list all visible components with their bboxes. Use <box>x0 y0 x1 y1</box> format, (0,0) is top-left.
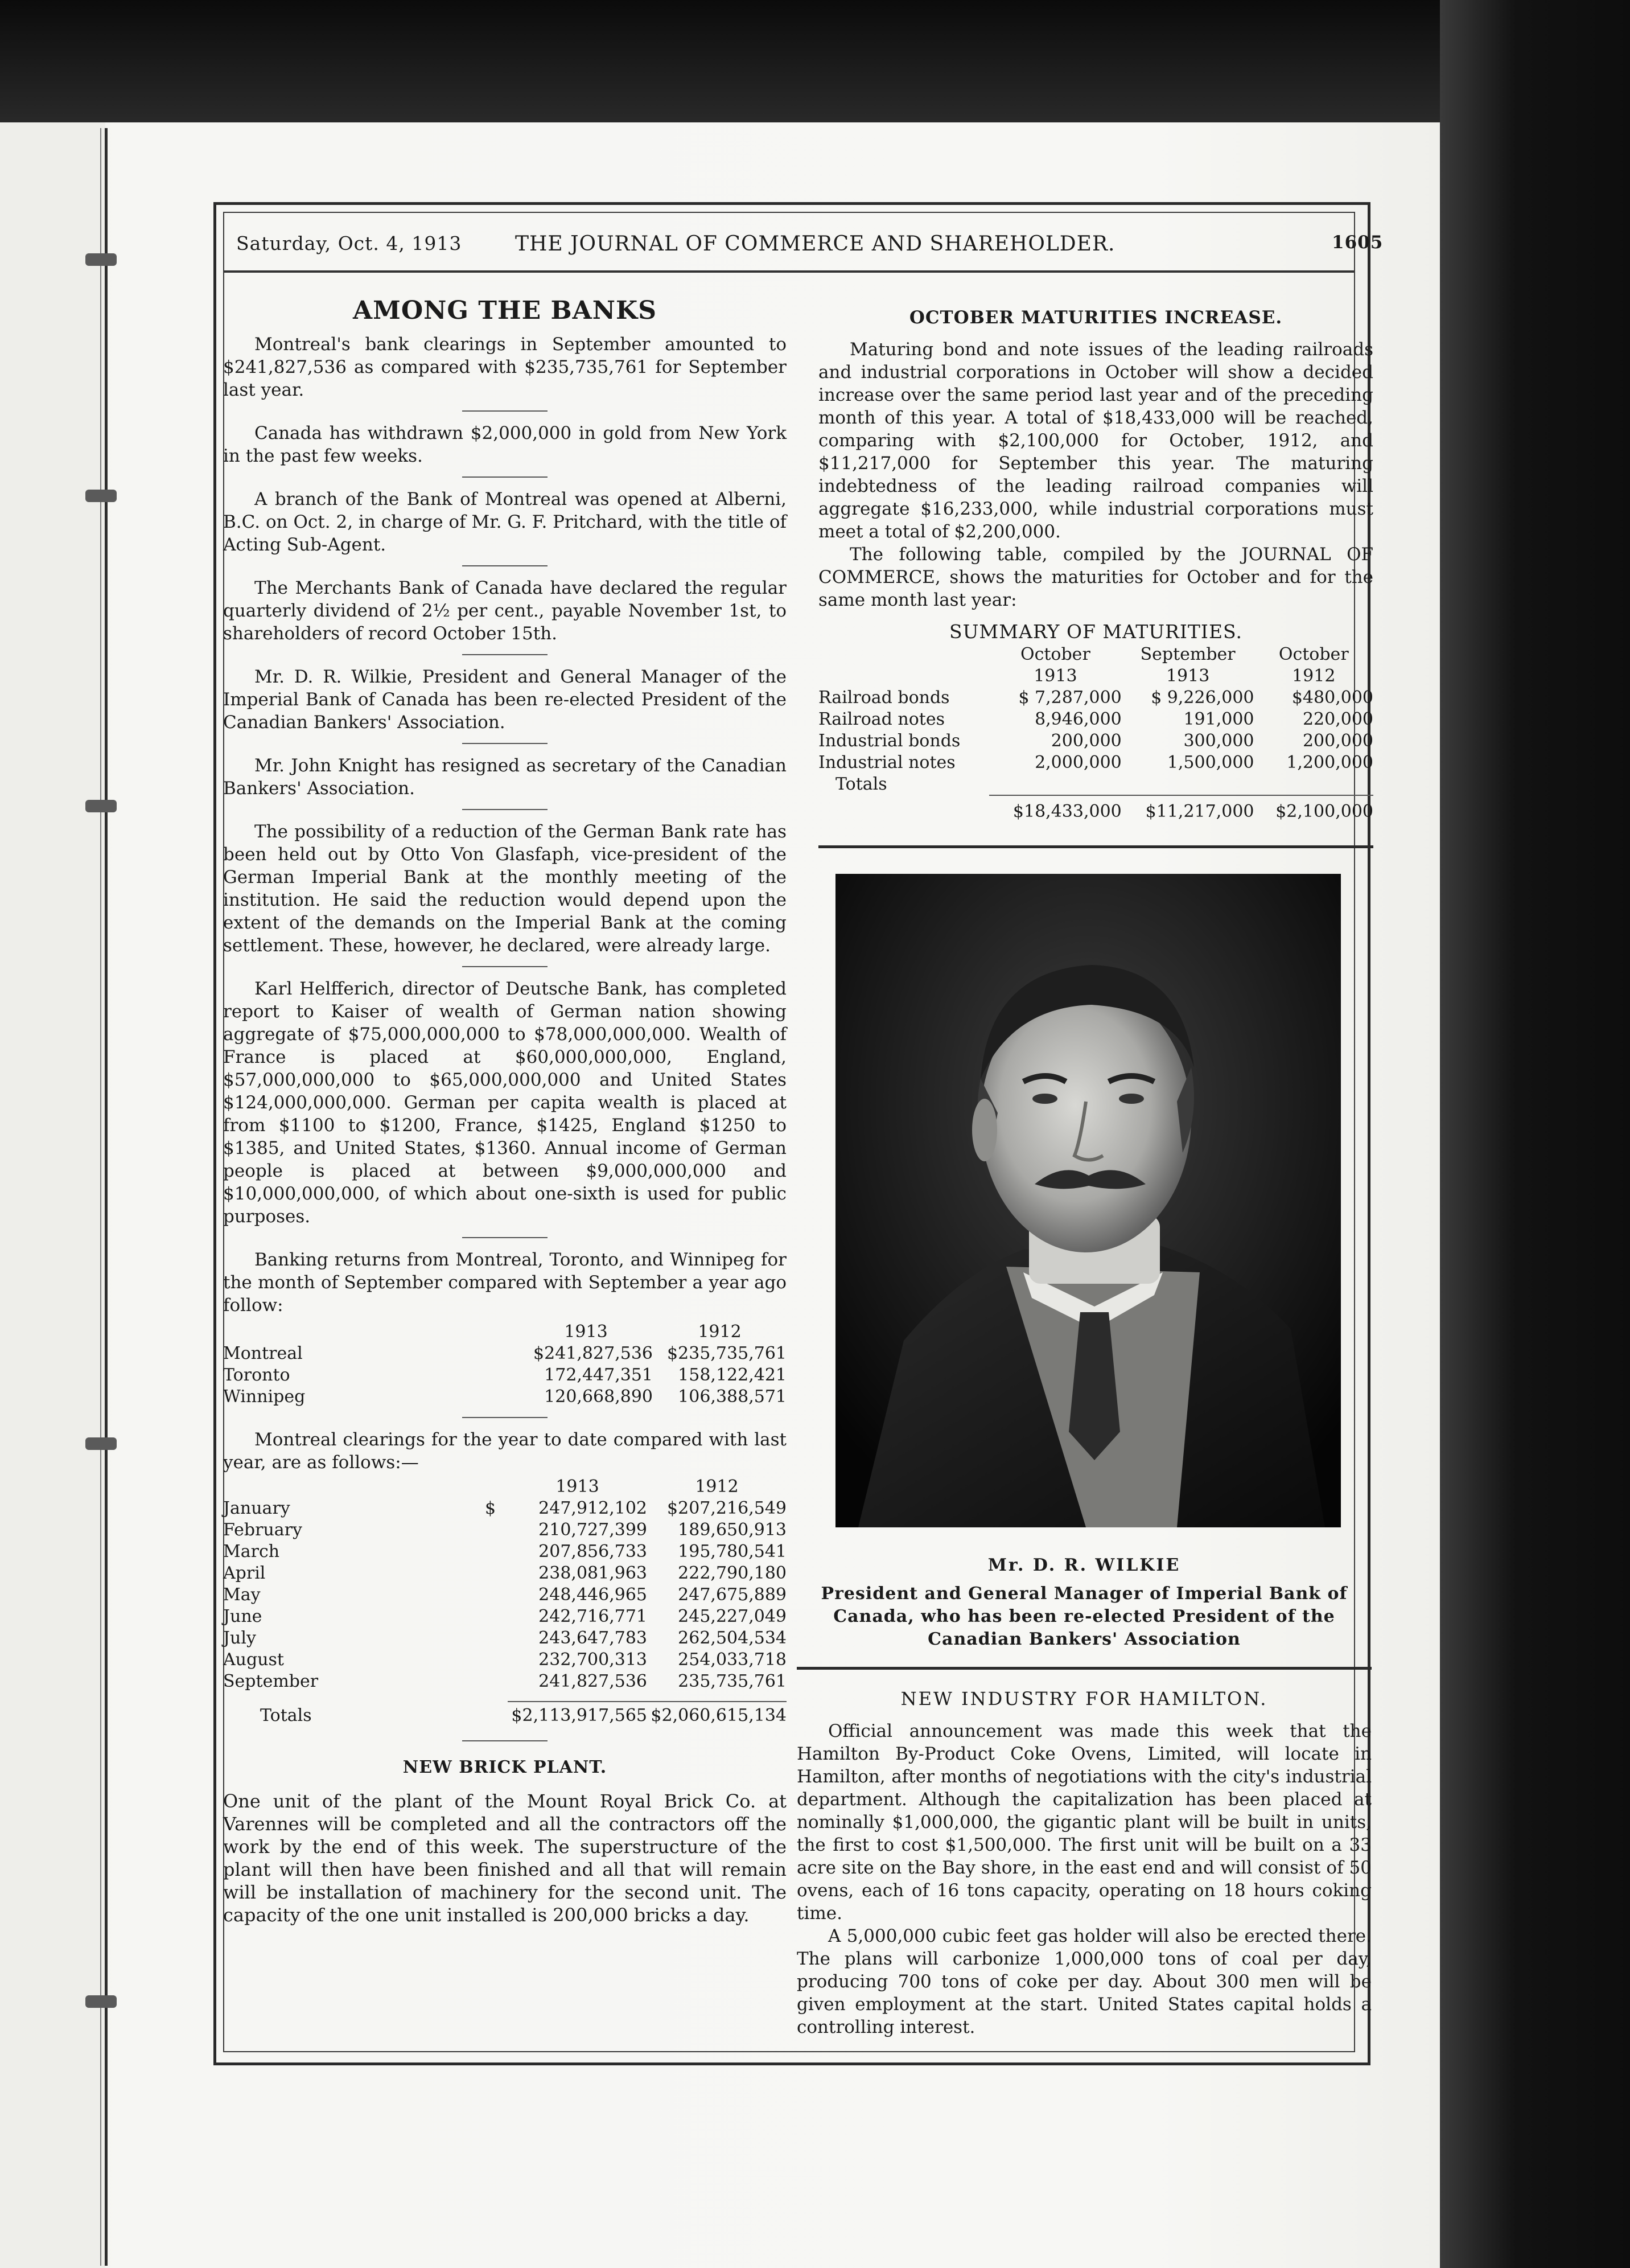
table-row <box>223 1343 787 1365</box>
maturities-text: Maturing bond and note issues of the leading railroads and industrial corporations in October will show a decided increase over the same period last year and of the preceding month of this year. A total of $18,433,000 will be reached, comparing with $2,100,000 for October, 1912, and $11,217,000 for September this year. The maturing indebtedness of the leading railroad companies will aggregate $16,233,000, while industrial corporations must meet a total of $2,200,000. <box>818 339 1373 542</box>
cell-1912: 245,227,049 <box>678 1606 787 1626</box>
cell-1913: 120,668,890 <box>544 1387 653 1407</box>
column-header: 1913 <box>564 1322 608 1342</box>
bank-note: Mr. D. R. Wilkie, President and General Manager of the Imperial Bank of Canada has been re-elected President of the Canadian Bankers' Association. <box>223 667 787 733</box>
cell-1913: 210,727,399 <box>538 1520 647 1540</box>
cell-oct-1912: 1,200,000 <box>1286 753 1373 773</box>
totals-row <box>818 774 1373 795</box>
cell-1912: 254,033,718 <box>678 1650 787 1670</box>
section-title-new-brick-plant: NEW BRICK PLANT. <box>402 1757 607 1777</box>
cell-1912: 247,675,889 <box>678 1585 787 1605</box>
cell-1912: 235,735,761 <box>678 1671 787 1691</box>
month-label: July <box>223 1628 256 1648</box>
table-row <box>223 1386 787 1408</box>
cell-oct-1913: 2,000,000 <box>1035 753 1122 773</box>
total-sep-1913: $11,217,000 <box>1145 802 1254 821</box>
issue-date: Saturday, Oct. 4, 1913 <box>236 232 462 254</box>
portrait-caption <box>797 1554 1372 1651</box>
table-row <box>223 1671 787 1692</box>
column-header: October <box>1020 644 1090 664</box>
left-column <box>223 296 787 1926</box>
column-year: 1913 <box>1166 666 1210 686</box>
table-row <box>223 1649 787 1671</box>
separator <box>462 1740 548 1741</box>
bank-note: Banking returns from Montreal, Toronto, and Winnipeg for the month of September compared with September a year ago follow: <box>223 1250 787 1316</box>
cell-1912: 189,650,913 <box>678 1520 787 1540</box>
row-label: Industrial bonds <box>818 731 961 751</box>
separator <box>462 809 548 810</box>
cell-1913: 243,647,783 <box>538 1628 647 1648</box>
scan-right-shadow <box>1440 0 1630 2268</box>
month-label: June <box>223 1606 262 1626</box>
row-label: Railroad notes <box>818 709 945 729</box>
table-header-row <box>818 644 1373 665</box>
binding-clip <box>85 490 117 502</box>
column-header: 1913 <box>555 1477 599 1497</box>
month-label: May <box>223 1585 261 1605</box>
separator <box>462 1237 548 1238</box>
portrait-name: Mr. D. R. WILKIE <box>987 1555 1181 1575</box>
new-industry-section <box>797 1688 1372 2039</box>
section-title-october-maturities: OCTOBER MATURITIES INCREASE. <box>909 307 1283 328</box>
binding-margin <box>0 122 105 2268</box>
month-label: January <box>223 1498 290 1518</box>
table-header-row <box>223 1476 787 1498</box>
month-label: March <box>223 1542 280 1562</box>
cell-1912: 195,780,541 <box>678 1542 787 1562</box>
table-row <box>818 687 1373 709</box>
cell-1913: 247,912,102 <box>538 1498 647 1518</box>
binding-clip <box>85 253 117 266</box>
separator <box>462 654 548 655</box>
table-row <box>223 1498 787 1519</box>
cell-1913: 242,716,771 <box>538 1606 647 1626</box>
month-label: April <box>223 1563 266 1583</box>
row-label: Toronto <box>223 1365 290 1385</box>
binding-clip <box>85 1437 117 1450</box>
cell-sep-1913: 191,000 <box>1183 709 1254 729</box>
total-1913: $2,113,917,565 <box>511 1706 647 1725</box>
new-industry-text: A 5,000,000 cubic feet gas holder will also be erected there. The plans will carbonize 1,000,000 tons of coal per day, producing 700 tons of coke per day. About 300 men will be given employment at the start. United States capital holds a controlling interest. <box>797 1926 1372 2037</box>
column-header: 1912 <box>698 1322 742 1342</box>
bank-note: A branch of the Bank of Montreal was opened at Alberni, B.C. on Oct. 2, in charge of Mr. G. F. Pritchard, with the title of Acting Sub-Agent. <box>223 489 787 555</box>
cell-1912: 158,122,421 <box>678 1365 787 1385</box>
cell-1913: 172,447,351 <box>544 1365 653 1385</box>
brick-plant-text: One unit of the plant of the Mount Royal Brick Co. at Varennes will be completed and all the contractors off the work by the end of this week. The superstructure of the plant will then have been finished and all that will remain will be installation of machinery for the second unit. The capacity of the one unit installed is 200,000 bricks a day. <box>223 1790 787 1926</box>
table-row <box>223 1541 787 1563</box>
cell-1912: 106,388,571 <box>678 1387 787 1407</box>
cell-oct-1912: $480,000 <box>1291 688 1373 708</box>
separator <box>462 1417 548 1418</box>
separator <box>462 743 548 744</box>
cell-1912: 262,504,534 <box>678 1628 787 1648</box>
section-title-new-industry: NEW INDUSTRY FOR HAMILTON. <box>900 1688 1268 1710</box>
bank-note: The possibility of a reduction of the German Bank rate has been held out by Otto Von Glasfaph, vice-president of the German Imperial Bank at the monthly meeting of the institution. He said the reduction would depend upon the extent of the demands on the Imperial Bank at the coming settlement. These, however, he declared, were already large. <box>223 821 787 956</box>
table-row <box>223 1606 787 1628</box>
binding-clip <box>85 1995 117 2008</box>
cell-1912: $235,735,761 <box>667 1343 787 1363</box>
total-1912: $2,060,615,134 <box>651 1706 787 1725</box>
portrait-description: President and General Manager of Imperial Bank of Canada, who has been re-elected President of the Canadian Bankers' Association <box>821 1584 1348 1649</box>
binding-clip <box>85 800 117 812</box>
table-row <box>818 730 1373 752</box>
table-row <box>818 709 1373 730</box>
table-row <box>223 1584 787 1606</box>
cell-1913: 238,081,963 <box>538 1563 647 1583</box>
cell-oct-1912: 200,000 <box>1302 731 1373 751</box>
right-column <box>818 307 1373 823</box>
totals-label: Totals <box>260 1706 312 1725</box>
bank-note: Mr. John Knight has resigned as secretary of the Canadian Bankers' Association. <box>223 755 787 799</box>
table-row <box>223 1628 787 1649</box>
cell-1913: 241,827,536 <box>538 1671 647 1691</box>
table-row <box>223 1563 787 1584</box>
totals-values-row <box>818 801 1373 823</box>
binding-edge <box>105 128 108 2266</box>
cell-1913: $241,827,536 <box>533 1343 653 1363</box>
row-label: Winnipeg <box>223 1387 306 1407</box>
portrait-drawing <box>835 874 1341 1527</box>
maturities-text: The following table, compiled by the JOURNAL OF COMMERCE, shows the maturities for October and for the same month last year: <box>818 544 1373 610</box>
column-year: 1913 <box>1034 666 1077 686</box>
section-title-among-the-banks: AMONG THE BANKS <box>352 296 657 325</box>
publication-title: THE JOURNAL OF COMMERCE AND SHAREHOLDER. <box>515 232 1116 256</box>
page-number: 1605 <box>1332 232 1384 253</box>
column-year: 1912 <box>1292 666 1336 686</box>
monthly-clearings-table <box>223 1476 787 1727</box>
month-label: September <box>223 1671 319 1691</box>
cell-sep-1913: 300,000 <box>1183 731 1254 751</box>
separator <box>462 410 548 412</box>
totals-row <box>223 1705 787 1727</box>
cell-oct-1913: 8,946,000 <box>1035 709 1122 729</box>
separator <box>462 966 548 967</box>
table-row <box>223 1519 787 1541</box>
cell-oct-1913: 200,000 <box>1051 731 1122 751</box>
cell-1912: $207,216,549 <box>667 1498 787 1518</box>
row-label: Railroad bonds <box>818 688 950 708</box>
table-row <box>223 1365 787 1386</box>
cell-1913: 248,446,965 <box>538 1585 647 1605</box>
summary-title: SUMMARY OF MATURITIES. <box>949 621 1242 643</box>
bank-note: Montreal's bank clearings in September amounted to $241,827,536 as compared with $235,735,761 for September last year. <box>223 334 787 400</box>
totals-label: Totals <box>835 774 887 794</box>
binding-line <box>100 128 101 2266</box>
cell-oct-1913: $ 7,287,000 <box>1018 688 1122 708</box>
cell-1912: 222,790,180 <box>678 1563 787 1583</box>
table-header-row <box>818 665 1373 687</box>
section-rule <box>797 1667 1372 1670</box>
city-clearings-table <box>223 1321 787 1408</box>
cell-sep-1913: $ 9,226,000 <box>1151 688 1254 708</box>
scan-top-shadow <box>0 0 1630 128</box>
cell-1913: 207,856,733 <box>538 1542 647 1562</box>
cell-sep-1913: 1,500,000 <box>1167 753 1254 773</box>
table-row <box>818 752 1373 774</box>
bank-note: The Merchants Bank of Canada have declared the regular quarterly dividend of 2½ per cent., payable November 1st, to shareholders of record October 15th. <box>223 578 787 644</box>
cell-oct-1912: 220,000 <box>1302 709 1373 729</box>
row-label: Industrial notes <box>818 753 956 773</box>
bank-note: Karl Helfferich, director of Deutsche Bank, has completed report to Kaiser of wealth of German nation showing aggregate of $75,000,000,000 to $78,000,000,000. Wealth of France is placed at $60,000,000,000, England, $57,000,000,000 to $65,000,000,000 and United States $124,000,000,000. German per capita wealth is placed at from $1100 to $1200, France, $1425, England $1250 to $1385, and United States, $1360. Annual income of German people is placed at between $9,000,000,000 and $10,000,000,000, of which about one-sixth is used for public purposes. <box>223 979 787 1227</box>
column-header: 1912 <box>695 1477 739 1497</box>
separator <box>462 565 548 566</box>
month-label: February <box>223 1520 302 1540</box>
row-label: Montreal <box>223 1343 303 1363</box>
table-header-row <box>223 1321 787 1343</box>
section-rule <box>818 845 1373 848</box>
total-oct-1913: $18,433,000 <box>1012 802 1122 821</box>
month-label: August <box>223 1650 284 1670</box>
currency-sign: $ <box>485 1498 496 1518</box>
header-rule <box>223 270 1354 273</box>
separator <box>462 476 548 478</box>
bank-note: Canada has withdrawn $2,000,000 in gold from New York in the past few weeks. <box>223 423 787 466</box>
portrait-photo <box>835 874 1341 1527</box>
maturities-table <box>818 644 1373 823</box>
column-header: October <box>1278 644 1349 664</box>
new-industry-text: Official announcement was made this week that the Hamilton By-Product Coke Ovens, Limited, will locate in Hamilton, after months of negotiations with the city's industrial department. Although the capitalization has been placed at nominally $1,000,000, the gigantic plant will be built in units, the first to cost $1,500,000. The first unit will be built on a 33 acre site on the Bay shore, in the east end and will consist of 50 ovens, each of 16 tons capacity, operating on 18 hours coking time. <box>797 1721 1372 1924</box>
column-header: September <box>1140 644 1236 664</box>
clearings-intro: Montreal clearings for the year to date compared with last year, are as follows:— <box>223 1429 787 1473</box>
cell-1913: 232,700,313 <box>538 1650 647 1670</box>
total-oct-1912: $2,100,000 <box>1275 802 1373 821</box>
